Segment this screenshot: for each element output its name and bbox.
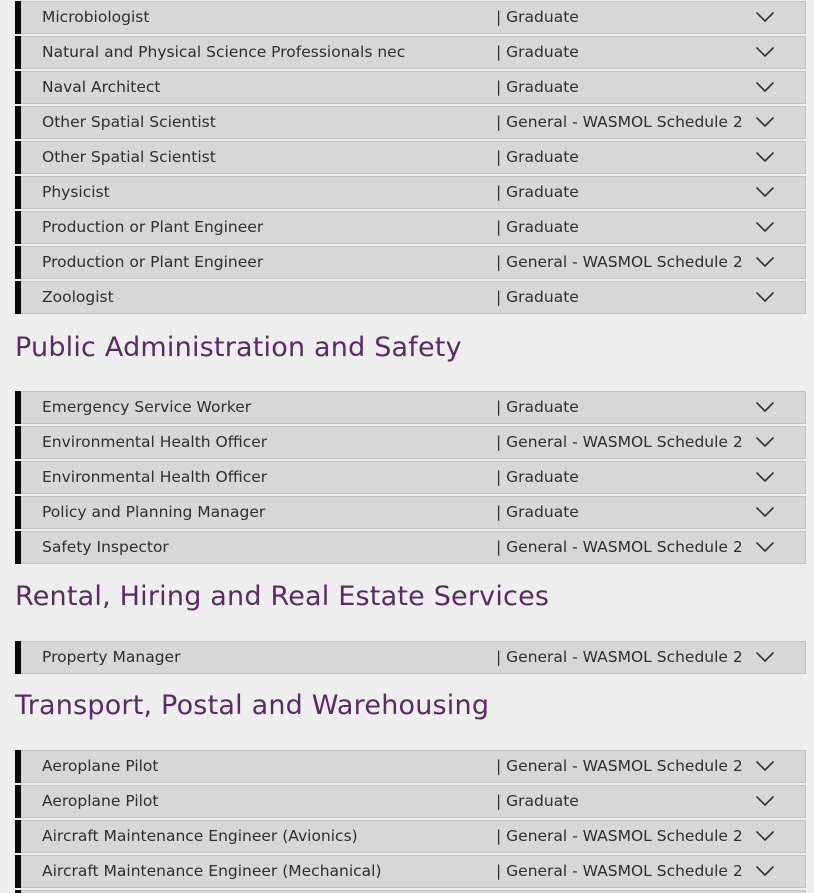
- chevron-down-icon[interactable]: [755, 435, 775, 449]
- row-accent-bar: [15, 391, 21, 424]
- chevron-down-icon[interactable]: [755, 185, 775, 199]
- occupation-accordion-row[interactable]: [15, 785, 806, 818]
- occupation-category: | Graduate: [496, 148, 579, 166]
- occupation-title: Property Manager: [42, 648, 181, 666]
- occupation-accordion-row[interactable]: [15, 496, 806, 529]
- occupation-category: | General - WASMOL Schedule 2: [496, 113, 743, 131]
- transport-postal-occupation-list: [15, 750, 806, 893]
- chevron-down-icon[interactable]: [755, 650, 775, 664]
- occupation-title: Aircraft Maintenance Engineer (Mechanical): [42, 862, 382, 880]
- row-accent-bar: [15, 461, 21, 494]
- chevron-down-icon[interactable]: [755, 45, 775, 59]
- section-heading-rental-hiring: Rental, Hiring and Real Estate Services: [15, 581, 550, 612]
- occupation-accordion-row[interactable]: [15, 246, 806, 279]
- row-accent-bar: [15, 531, 21, 564]
- occupation-accordion-row[interactable]: [15, 750, 806, 783]
- occupation-title: Aircraft Maintenance Engineer (Avionics): [42, 827, 358, 845]
- chevron-down-icon[interactable]: [755, 505, 775, 519]
- row-accent-bar: [15, 71, 21, 104]
- occupation-title: Other Spatial Scientist: [42, 113, 216, 131]
- section-heading-transport-postal: Transport, Postal and Warehousing: [15, 690, 490, 721]
- row-accent-bar: [15, 1, 21, 34]
- occupation-title: Aeroplane Pilot: [42, 757, 159, 775]
- occupation-category: | General - WASMOL Schedule 2: [496, 433, 743, 451]
- occupation-category: | Graduate: [496, 78, 579, 96]
- chevron-down-icon[interactable]: [755, 864, 775, 878]
- occupation-title: Other Spatial Scientist: [42, 148, 216, 166]
- rental-hiring-occupation-list: [15, 641, 806, 676]
- occupation-title: Production or Plant Engineer: [42, 218, 264, 236]
- occupation-accordion-row[interactable]: [15, 855, 806, 888]
- occupation-accordion-row[interactable]: [15, 176, 806, 209]
- occupation-title: Environmental Health Officer: [42, 468, 268, 486]
- chevron-down-icon[interactable]: [755, 80, 775, 94]
- occupation-title: Physicist: [42, 183, 110, 201]
- occupation-category: | Graduate: [496, 8, 579, 26]
- occupation-accordion-row[interactable]: [15, 281, 806, 314]
- occupation-accordion-row[interactable]: [15, 141, 806, 174]
- chevron-down-icon[interactable]: [755, 150, 775, 164]
- occupation-category: | Graduate: [496, 398, 579, 416]
- chevron-down-icon[interactable]: [755, 220, 775, 234]
- occupation-accordion-row[interactable]: [15, 426, 806, 459]
- occupation-title: Zoologist: [42, 288, 114, 306]
- section-heading-public-administration: Public Administration and Safety: [15, 332, 462, 363]
- occupation-title: Environmental Health Officer: [42, 433, 268, 451]
- occupation-category: | General - WASMOL Schedule 2: [496, 538, 743, 556]
- row-accent-bar: [15, 785, 21, 818]
- occupation-accordion-row[interactable]: [15, 36, 806, 69]
- occupation-accordion-row[interactable]: [15, 211, 806, 244]
- occupation-category: | Graduate: [496, 503, 579, 521]
- row-accent-bar: [15, 426, 21, 459]
- row-accent-bar: [15, 176, 21, 209]
- row-accent-bar: [15, 750, 21, 783]
- row-accent-bar: [15, 36, 21, 69]
- chevron-down-icon[interactable]: [755, 540, 775, 554]
- chevron-down-icon[interactable]: [755, 470, 775, 484]
- occupation-accordion-row[interactable]: [15, 641, 806, 674]
- occupation-category: | General - WASMOL Schedule 2: [496, 827, 743, 845]
- chevron-down-icon[interactable]: [755, 290, 775, 304]
- public-administration-occupation-list: [15, 391, 806, 566]
- science-occupation-list: [15, 1, 806, 316]
- occupation-accordion-row[interactable]: [15, 391, 806, 424]
- occupation-category: | Graduate: [496, 43, 579, 61]
- occupation-title: Microbiologist: [42, 8, 150, 26]
- occupation-title: Policy and Planning Manager: [42, 503, 266, 521]
- occupation-category: | General - WASMOL Schedule 2: [496, 862, 743, 880]
- occupation-accordion-row[interactable]: [15, 820, 806, 853]
- row-accent-bar: [15, 246, 21, 279]
- row-accent-bar: [15, 281, 21, 314]
- row-accent-bar: [15, 855, 21, 888]
- occupation-category: | Graduate: [496, 183, 579, 201]
- occupation-accordion-row[interactable]: [15, 71, 806, 104]
- chevron-down-icon[interactable]: [755, 794, 775, 808]
- occupation-title: Naval Architect: [42, 78, 161, 96]
- occupation-title: Emergency Service Worker: [42, 398, 252, 416]
- chevron-down-icon[interactable]: [755, 759, 775, 773]
- occupation-category: | Graduate: [496, 468, 579, 486]
- row-accent-bar: [15, 211, 21, 244]
- occupation-title: Production or Plant Engineer: [42, 253, 264, 271]
- chevron-down-icon[interactable]: [755, 400, 775, 414]
- occupation-category: | General - WASMOL Schedule 2: [496, 757, 743, 775]
- chevron-down-icon[interactable]: [755, 255, 775, 269]
- occupation-category: | General - WASMOL Schedule 2: [496, 253, 743, 271]
- occupation-category: | Graduate: [496, 792, 579, 810]
- chevron-down-icon[interactable]: [755, 10, 775, 24]
- chevron-down-icon[interactable]: [755, 115, 775, 129]
- occupation-title: Aeroplane Pilot: [42, 792, 159, 810]
- occupation-category: | General - WASMOL Schedule 2: [496, 648, 743, 666]
- occupation-title: Natural and Physical Science Professionals nec: [42, 43, 406, 61]
- occupation-title: Safety Inspector: [42, 538, 169, 556]
- row-accent-bar: [15, 641, 21, 674]
- occupation-accordion-row[interactable]: [15, 461, 806, 494]
- occupation-accordion-row[interactable]: [15, 1, 806, 34]
- chevron-down-icon[interactable]: [755, 829, 775, 843]
- occupation-category: | Graduate: [496, 218, 579, 236]
- row-accent-bar: [15, 141, 21, 174]
- row-accent-bar: [15, 496, 21, 529]
- row-accent-bar: [15, 820, 21, 853]
- occupation-accordion-row[interactable]: [15, 106, 806, 139]
- occupation-accordion-row[interactable]: [15, 531, 806, 564]
- row-accent-bar: [15, 106, 21, 139]
- occupation-category: | Graduate: [496, 288, 579, 306]
